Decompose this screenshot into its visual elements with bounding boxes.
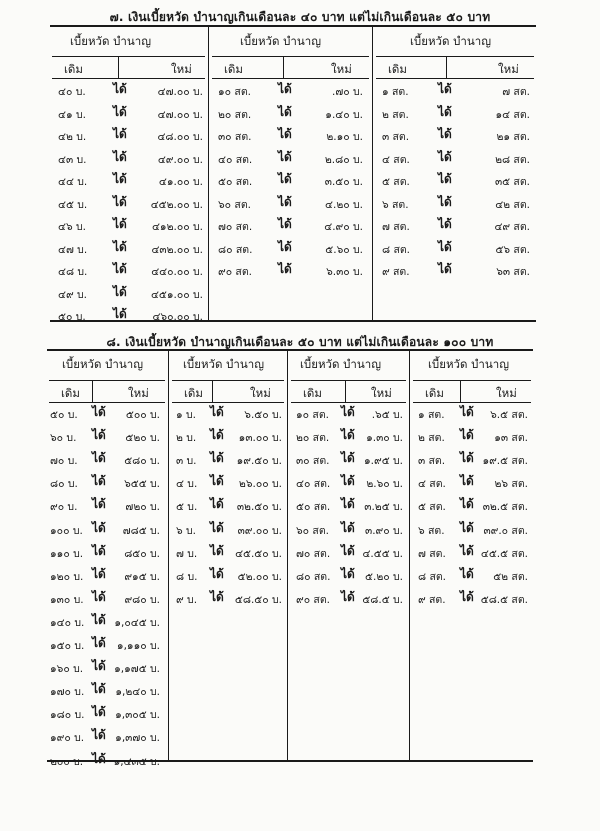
get-label: ได้ bbox=[92, 566, 106, 581]
group-header-label: เบี้ยหวัด บำนาญ bbox=[240, 34, 322, 48]
old-value: ๓ สต. bbox=[382, 131, 410, 143]
get-label: ได้ bbox=[460, 589, 474, 604]
old-value: ๓ สต. bbox=[418, 455, 446, 468]
old-value: ๒๐ สต. bbox=[296, 432, 330, 445]
new-value: ๒.๖๐ บ. bbox=[366, 478, 403, 491]
new-value: ๔.๙๐ บ. bbox=[324, 221, 363, 233]
column-new-label: ใหม่ bbox=[128, 386, 149, 400]
get-label: ได้ bbox=[210, 451, 224, 466]
new-value: ๑.๓๐ บ. bbox=[366, 432, 403, 445]
new-value: ๑,๔๓๕ บ. bbox=[113, 755, 160, 768]
get-label: ได้ bbox=[210, 589, 224, 604]
get-label: ได้ bbox=[460, 428, 474, 443]
new-value: ๔๕๑.๐๐ บ. bbox=[150, 288, 203, 301]
column-new-label: ใหม่ bbox=[250, 386, 271, 400]
header-underline bbox=[212, 56, 369, 57]
get-label: ได้ bbox=[460, 451, 474, 466]
old-value: ๕ สต. bbox=[418, 501, 446, 514]
new-value: ๗ สต. bbox=[502, 86, 530, 98]
new-value: ๕๖ สต. bbox=[495, 243, 530, 256]
old-value: ๔๑ บ. bbox=[58, 108, 86, 121]
old-value: ๒ สต. bbox=[382, 108, 409, 121]
old-value: ๒๐๐ บ. bbox=[50, 755, 84, 768]
subheader-divider bbox=[460, 380, 461, 402]
old-value: ๗ บ. bbox=[176, 547, 198, 560]
get-label: ได้ bbox=[92, 751, 106, 766]
get-label: ได้ bbox=[113, 262, 127, 276]
new-value: ๓๙.๐๐ บ. bbox=[237, 524, 282, 537]
old-value: ๑ บ. bbox=[176, 409, 197, 421]
new-value: ๔.๕๕ บ. bbox=[362, 547, 403, 560]
get-label: ได้ bbox=[92, 497, 106, 512]
column-old-label: เดิม bbox=[184, 386, 203, 400]
old-value: ๓๐ สต. bbox=[296, 455, 330, 468]
old-value: ๖๐ สต. bbox=[296, 524, 329, 537]
new-value: ๕๐๐ บ. bbox=[125, 409, 160, 421]
get-label: ได้ bbox=[341, 451, 355, 466]
old-value: ๑ สต. bbox=[382, 86, 409, 98]
new-value: ๑,๓๐๕ บ. bbox=[115, 709, 160, 722]
header-underline bbox=[49, 380, 165, 381]
new-value: .๖๕ บ. bbox=[371, 409, 403, 421]
old-value: ๘ สต. bbox=[418, 570, 447, 583]
old-value: ๔ สต. bbox=[418, 478, 446, 491]
new-value: ๑.๔๐ บ. bbox=[325, 108, 363, 121]
new-value: ๔๓๒.๐๐ บ. bbox=[151, 243, 203, 256]
new-value: ๓.๙๐ บ. bbox=[365, 524, 403, 537]
old-value: ๑๕๐ บ. bbox=[50, 640, 85, 652]
group-divider bbox=[168, 351, 169, 760]
get-label: ได้ bbox=[438, 194, 452, 209]
new-value: ๒๖ สต. bbox=[494, 478, 528, 491]
old-value: ๖ สต. bbox=[418, 524, 445, 537]
old-value: ๓ บ. bbox=[176, 455, 197, 468]
get-label: ได้ bbox=[113, 127, 127, 141]
section-title: ๘. เงินเบี้ยหวัด บำนาญเกินเดือนละ ๕๐ บาท แต่ไม่เกินเดือนละ ๑๐๐ บาท bbox=[106, 335, 494, 349]
get-label: ได้ bbox=[210, 543, 224, 558]
old-value: ๑๔๐ บ. bbox=[50, 616, 85, 629]
get-label: ได้ bbox=[341, 474, 355, 489]
old-value: ๒๐ สต. bbox=[218, 108, 252, 121]
new-value: ๔๑๒.๐๐ บ. bbox=[151, 221, 203, 233]
get-label: ได้ bbox=[92, 612, 106, 627]
group-header-label: เบี้ยหวัด บำนาญ bbox=[62, 357, 144, 371]
old-value: ๒ บ. bbox=[176, 432, 197, 445]
new-value: ๕๘.๕๐ บ. bbox=[234, 593, 282, 606]
new-value: ๕.๒๐ บ. bbox=[365, 570, 403, 583]
new-value: ๔๔๐.๐๐ บ. bbox=[151, 266, 203, 278]
old-value: ๙ สต. bbox=[418, 593, 446, 606]
old-value: ๔๙ บ. bbox=[58, 288, 87, 301]
get-label: ได้ bbox=[341, 520, 355, 535]
get-label: ได้ bbox=[210, 474, 224, 489]
new-value: ๓.๕๐ บ. bbox=[324, 176, 363, 188]
get-label: ได้ bbox=[92, 405, 106, 419]
get-label: ได้ bbox=[341, 428, 355, 443]
new-value: ๙๘๐ บ. bbox=[124, 593, 160, 606]
old-value: ๔๐ สต. bbox=[296, 478, 331, 491]
new-value: ๑๓ สต. bbox=[494, 432, 528, 445]
old-value: ๙๐ สต. bbox=[218, 266, 253, 278]
header-underline bbox=[172, 380, 284, 381]
column-new-label: ใหม่ bbox=[331, 62, 352, 76]
new-value: ๖๕๕ บ. bbox=[124, 478, 160, 491]
subheader-divider bbox=[345, 380, 346, 402]
new-value: .๗๐ บ. bbox=[332, 86, 363, 98]
old-value: ๔๐ บ. bbox=[58, 86, 86, 98]
new-value: ๔๑.๐๐ บ. bbox=[158, 176, 203, 188]
subheader-divider bbox=[118, 56, 119, 78]
get-label: ได้ bbox=[92, 659, 106, 674]
subheader-underline bbox=[49, 402, 165, 403]
new-value: ๓.๒๕ บ. bbox=[364, 501, 403, 514]
column-old-label: เดิม bbox=[303, 386, 322, 400]
old-value: ๖ สต. bbox=[382, 198, 409, 211]
new-value: ๕๘.๕ บ. bbox=[362, 593, 403, 606]
old-value: ๖๐ สต. bbox=[218, 198, 251, 211]
old-value: ๙๐ บ. bbox=[50, 501, 78, 514]
table-top-rule bbox=[47, 349, 533, 351]
subheader-underline bbox=[212, 78, 369, 79]
new-value: ๔๕๒.๐๐ บ. bbox=[150, 198, 203, 211]
group-header-label: เบี้ยหวัด บำนาญ bbox=[300, 357, 382, 371]
get-label: ได้ bbox=[113, 217, 127, 231]
get-label: ได้ bbox=[113, 239, 127, 254]
header-underline bbox=[413, 380, 531, 381]
old-value: ๑๘๐ บ. bbox=[50, 709, 85, 722]
subheader-underline bbox=[291, 402, 406, 403]
subheader-divider bbox=[92, 380, 93, 402]
new-value: ๒.๑๐ บ. bbox=[326, 131, 363, 143]
new-value: ๒.๘๐ บ. bbox=[324, 153, 363, 166]
group-divider bbox=[409, 351, 410, 760]
new-value: ๕๘๐ บ. bbox=[124, 455, 160, 468]
subheader-divider bbox=[212, 380, 213, 402]
new-value: ๑,๓๗๐ บ. bbox=[115, 732, 160, 745]
get-label: ได้ bbox=[460, 474, 474, 489]
column-old-label: เดิม bbox=[224, 62, 243, 76]
get-label: ได้ bbox=[278, 194, 292, 209]
old-value: ๔ บ. bbox=[176, 478, 198, 491]
group-header-label: เบี้ยหวัด บำนาญ bbox=[410, 34, 492, 48]
get-label: ได้ bbox=[438, 262, 452, 276]
get-label: ได้ bbox=[92, 474, 106, 489]
new-value: ๑.๙๕ บ. bbox=[364, 455, 403, 468]
get-label: ได้ bbox=[210, 405, 224, 419]
get-label: ได้ bbox=[92, 543, 106, 558]
new-value: ๖.๕ สต. bbox=[490, 409, 528, 421]
group-divider bbox=[208, 27, 209, 320]
new-value: ๑,๐๔๕ บ. bbox=[114, 616, 160, 629]
get-label: ได้ bbox=[438, 217, 452, 231]
old-value: ๑๓๐ บ. bbox=[50, 593, 84, 606]
header-underline bbox=[291, 380, 406, 381]
column-new-label: ใหม่ bbox=[496, 386, 517, 400]
get-label: ได้ bbox=[92, 705, 106, 720]
new-value: ๑๓.๐๐ บ. bbox=[238, 432, 282, 445]
group-header-label: เบี้ยหวัด บำนาญ bbox=[428, 357, 510, 371]
group-divider bbox=[372, 27, 373, 320]
header-underline bbox=[376, 56, 534, 57]
old-value: ๔๖ บ. bbox=[58, 221, 86, 233]
table-top-rule bbox=[50, 25, 536, 27]
old-value: ๑๐ สต. bbox=[218, 86, 251, 98]
get-label: ได้ bbox=[92, 682, 106, 697]
old-value: ๙ สต. bbox=[382, 266, 410, 278]
new-value: ๔๕.๕๐ บ. bbox=[235, 547, 282, 560]
get-label: ได้ bbox=[278, 239, 292, 254]
get-label: ได้ bbox=[438, 172, 452, 186]
old-value: ๘๐ สต. bbox=[296, 570, 331, 583]
old-value: ๕๐ บ. bbox=[50, 409, 78, 421]
get-label: ได้ bbox=[438, 104, 452, 119]
new-value: ๒๘ สต. bbox=[495, 153, 530, 166]
old-value: ๘ สต. bbox=[382, 243, 411, 256]
new-value: ๒๖.๐๐ บ. bbox=[238, 478, 282, 491]
new-value: ๑,๒๔๐ บ. bbox=[115, 686, 160, 699]
old-value: ๓๐ สต. bbox=[218, 131, 252, 143]
subheader-underline bbox=[172, 402, 284, 403]
get-label: ได้ bbox=[92, 428, 106, 443]
old-value: ๖๐ บ. bbox=[50, 432, 77, 445]
new-value: ๗๘๕ บ. bbox=[122, 524, 160, 537]
old-value: ๑๑๐ บ. bbox=[50, 547, 84, 560]
column-old-label: เดิม bbox=[425, 386, 444, 400]
get-label: ได้ bbox=[210, 428, 224, 443]
old-value: ๕ บ. bbox=[176, 501, 198, 514]
old-value: ๑๙๐ บ. bbox=[50, 732, 85, 745]
get-label: ได้ bbox=[341, 405, 355, 419]
new-value: ๖.๓๐ บ. bbox=[326, 266, 363, 278]
get-label: ได้ bbox=[438, 127, 452, 141]
new-value: ๔๖๐.๐๐ บ. bbox=[152, 311, 203, 323]
new-value: ๔๗.๐๐ บ. bbox=[157, 108, 203, 121]
get-label: ได้ bbox=[113, 82, 127, 96]
new-value: ๔๙ สต. bbox=[494, 221, 530, 233]
old-value: ๖ บ. bbox=[176, 524, 197, 537]
new-value: ๖๓ สต. bbox=[496, 266, 530, 278]
group-divider bbox=[287, 351, 288, 760]
new-value: ๙๑๕ บ. bbox=[124, 570, 160, 583]
group-header-label: เบี้ยหวัด บำนาญ bbox=[70, 34, 152, 48]
get-label: ได้ bbox=[278, 172, 292, 186]
column-old-label: เดิม bbox=[64, 62, 83, 76]
subheader-underline bbox=[376, 78, 534, 79]
get-label: ได้ bbox=[460, 520, 474, 535]
get-label: ได้ bbox=[113, 104, 127, 119]
get-label: ได้ bbox=[92, 636, 106, 650]
old-value: ๑๖๐ บ. bbox=[50, 663, 84, 676]
get-label: ได้ bbox=[210, 566, 224, 581]
old-value: ๗ สต. bbox=[382, 221, 410, 233]
new-value: ๑๙.๕๐ บ. bbox=[236, 455, 282, 468]
get-label: ได้ bbox=[278, 149, 292, 164]
get-label: ได้ bbox=[278, 127, 292, 141]
old-value: ๔๓ บ. bbox=[58, 153, 87, 166]
column-old-label: เดิม bbox=[61, 386, 80, 400]
new-value: ๑๙.๕ สต. bbox=[482, 455, 528, 468]
new-value: ๔๒ สต. bbox=[495, 198, 530, 211]
old-value: ๗๐ สต. bbox=[296, 547, 331, 560]
old-value: ๑๐๐ บ. bbox=[50, 524, 83, 537]
old-value: ๗๐ บ. bbox=[50, 455, 78, 468]
old-value: ๕ สต. bbox=[382, 176, 410, 188]
get-label: ได้ bbox=[210, 520, 224, 535]
old-value: ๘๐ สต. bbox=[218, 243, 253, 256]
section-title: ๗. เงินเบี้ยหวัด บำนาญเกินเดือนละ ๔๐ บาท แต่ไม่เกินเดือนละ ๕๐ บาท bbox=[109, 10, 491, 24]
new-value: ๑,๑๑๐ บ. bbox=[116, 640, 160, 652]
new-value: ๓๕ สต. bbox=[494, 176, 530, 188]
new-value: ๒๑ สต. bbox=[496, 131, 530, 143]
get-label: ได้ bbox=[278, 262, 292, 276]
subheader-divider bbox=[283, 56, 284, 78]
get-label: ได้ bbox=[92, 451, 106, 466]
new-value: ๑๔ สต. bbox=[495, 108, 530, 121]
old-value: ๔ สต. bbox=[382, 153, 410, 166]
get-label: ได้ bbox=[460, 566, 474, 581]
new-value: ๕๒ สต. bbox=[493, 570, 528, 583]
old-value: ๙ บ. bbox=[176, 593, 198, 606]
get-label: ได้ bbox=[92, 589, 106, 604]
get-label: ได้ bbox=[341, 589, 355, 604]
new-value: ๕๘.๕ สต. bbox=[480, 593, 528, 606]
column-new-label: ใหม่ bbox=[498, 62, 519, 76]
new-value: ๔๙.๐๐ บ. bbox=[157, 153, 203, 166]
get-label: ได้ bbox=[460, 543, 474, 558]
column-old-label: เดิม bbox=[388, 62, 407, 76]
get-label: ได้ bbox=[210, 497, 224, 512]
subheader-underline bbox=[413, 402, 531, 403]
new-value: ๓๒.๕ สต. bbox=[482, 501, 528, 514]
column-new-label: ใหม่ bbox=[171, 62, 192, 76]
old-value: ๔๘ บ. bbox=[58, 266, 88, 278]
get-label: ได้ bbox=[341, 566, 355, 581]
new-value: ๔๘.๐๐ บ. bbox=[157, 131, 203, 143]
get-label: ได้ bbox=[278, 217, 292, 231]
column-new-label: ใหม่ bbox=[371, 386, 392, 400]
old-value: ๒ สต. bbox=[418, 432, 445, 445]
old-value: ๔๗ บ. bbox=[58, 243, 88, 256]
new-value: ๕๒.๐๐ บ. bbox=[237, 570, 282, 583]
get-label: ได้ bbox=[113, 172, 127, 186]
old-value: ๔๕ บ. bbox=[58, 198, 88, 211]
get-label: ได้ bbox=[278, 82, 292, 96]
old-value: ๑๒๐ บ. bbox=[50, 570, 84, 583]
get-label: ได้ bbox=[113, 149, 127, 164]
get-label: ได้ bbox=[92, 520, 106, 535]
old-value: ๑ สต. bbox=[418, 409, 445, 421]
get-label: ได้ bbox=[92, 728, 106, 743]
get-label: ได้ bbox=[113, 307, 127, 321]
subheader-divider bbox=[446, 56, 447, 78]
new-value: ๔.๒๐ บ. bbox=[325, 198, 363, 211]
get-label: ได้ bbox=[438, 149, 452, 164]
get-label: ได้ bbox=[438, 82, 452, 96]
get-label: ได้ bbox=[341, 497, 355, 512]
old-value: ๗๐ สต. bbox=[218, 221, 253, 233]
old-value: ๑๗๐ บ. bbox=[50, 686, 85, 699]
new-value: ๕.๖๐ บ. bbox=[325, 243, 363, 256]
get-label: ได้ bbox=[113, 284, 127, 299]
get-label: ได้ bbox=[278, 104, 292, 119]
old-value: ๔๒ บ. bbox=[58, 131, 87, 143]
get-label: ได้ bbox=[438, 239, 452, 254]
get-label: ได้ bbox=[460, 497, 474, 512]
old-value: ๔๔ บ. bbox=[58, 176, 88, 188]
old-value: ๕๐ สต. bbox=[296, 501, 331, 514]
new-value: ๗๒๐ บ. bbox=[125, 501, 160, 514]
new-value: ๑,๑๗๕ บ. bbox=[114, 663, 160, 676]
get-label: ได้ bbox=[341, 543, 355, 558]
get-label: ได้ bbox=[113, 194, 127, 209]
get-label: ได้ bbox=[460, 405, 474, 419]
new-value: ๓๒.๕๐ บ. bbox=[236, 501, 282, 514]
new-value: ๔๗.๐๐ บ. bbox=[157, 86, 203, 98]
old-value: ๕๐ บ. bbox=[58, 311, 86, 323]
old-value: ๑๐ สต. bbox=[296, 409, 329, 421]
old-value: ๕๐ สต. bbox=[218, 176, 253, 188]
old-value: ๔๐ สต. bbox=[218, 153, 253, 166]
new-value: ๖.๕๐ บ. bbox=[244, 409, 282, 421]
old-value: ๙๐ สต. bbox=[296, 593, 331, 606]
new-value: ๘๕๐ บ. bbox=[124, 547, 160, 560]
old-value: ๘๐ บ. bbox=[50, 478, 78, 491]
old-value: ๘ บ. bbox=[176, 570, 198, 583]
new-value: ๓๙.๐ สต. bbox=[483, 524, 528, 537]
group-header-label: เบี้ยหวัด บำนาญ bbox=[183, 357, 265, 371]
old-value: ๗ สต. bbox=[418, 547, 446, 560]
header-underline bbox=[52, 56, 205, 57]
subheader-underline bbox=[52, 78, 205, 79]
new-value: ๕๒๐ บ. bbox=[125, 432, 160, 445]
new-value: ๔๕.๕ สต. bbox=[480, 547, 528, 560]
